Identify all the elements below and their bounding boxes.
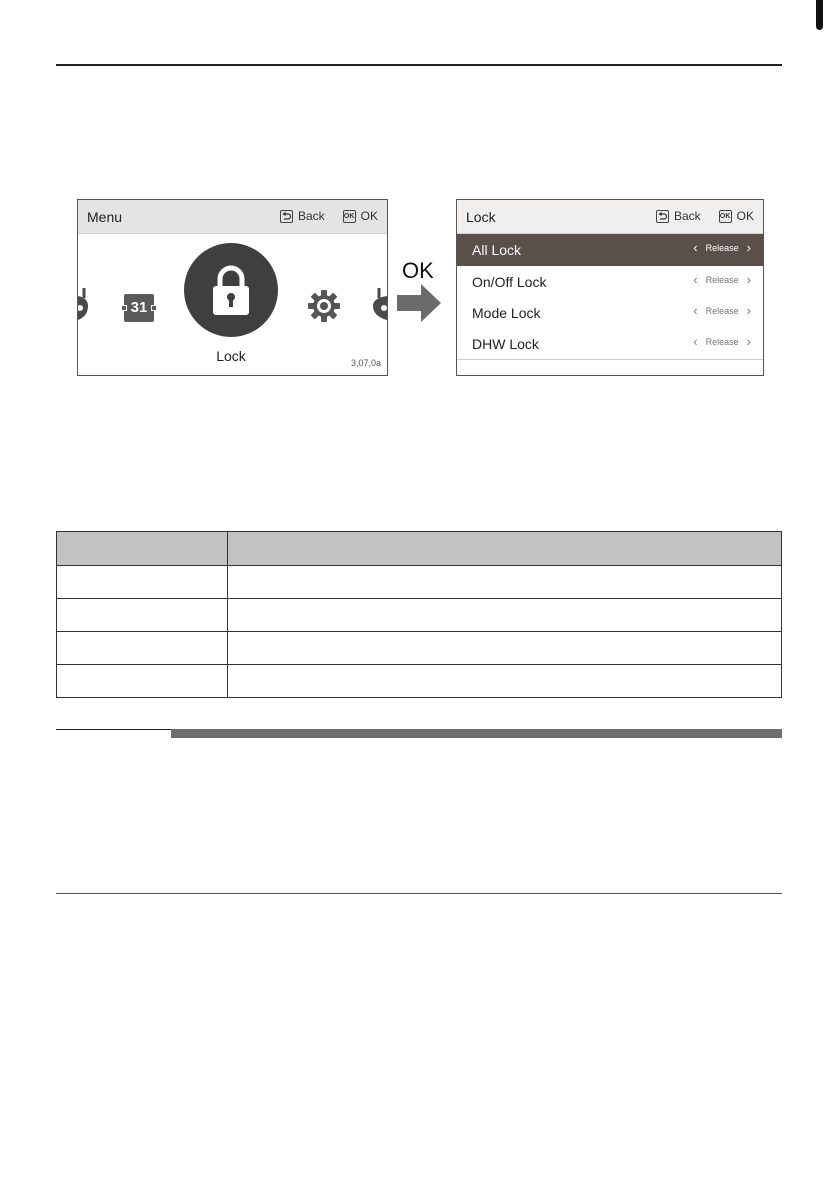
lock-option-label: Mode Lock <box>472 305 541 321</box>
chevron-right-icon[interactable]: › <box>746 303 751 318</box>
lock-title: Lock <box>466 209 496 225</box>
chevron-left-icon[interactable]: ‹ <box>693 303 698 318</box>
note-bottom-rule <box>56 893 782 894</box>
back-label[interactable]: Back <box>297 209 325 223</box>
table-cell <box>228 566 782 599</box>
lock-option-all-lock[interactable] <box>457 234 763 266</box>
lock-option-label: All Lock <box>472 242 522 258</box>
note-rule-left <box>56 729 171 730</box>
back-label[interactable]: Back <box>673 209 701 223</box>
top-rule <box>56 64 782 66</box>
lock-option-mode-lock[interactable] <box>457 297 763 329</box>
chevron-right-icon[interactable]: › <box>746 272 751 287</box>
lock-screen <box>456 199 764 376</box>
version-text: 3,07,0a <box>350 358 381 368</box>
table-row <box>57 566 782 599</box>
lock-option-value: Release <box>705 337 739 347</box>
table-header-cell <box>228 532 782 566</box>
table-header-cell <box>57 532 228 566</box>
chevron-left-icon[interactable]: ‹ <box>693 334 698 349</box>
table-cell <box>228 632 782 665</box>
right-arrow-icon <box>397 284 442 322</box>
lock-header <box>457 200 763 234</box>
menu-header <box>78 200 387 234</box>
back-icon[interactable] <box>280 210 293 223</box>
lock-option-label: DHW Lock <box>472 336 539 352</box>
ok-transition-label: OK <box>402 258 434 283</box>
chevron-right-icon[interactable]: › <box>746 240 751 255</box>
menu-title: Menu <box>87 209 123 225</box>
ok-label[interactable]: OK <box>736 209 754 223</box>
chevron-left-icon[interactable]: ‹ <box>693 272 698 287</box>
lock-option-value: Release <box>705 306 739 316</box>
table-cell <box>228 665 782 698</box>
page-edge-marker <box>816 0 823 30</box>
table-cell <box>57 665 228 698</box>
table-row <box>57 599 782 632</box>
table-cell <box>57 599 228 632</box>
table-row <box>57 632 782 665</box>
lock-option-on-off-lock[interactable] <box>457 266 763 298</box>
table-cell <box>57 632 228 665</box>
ok-icon[interactable]: OK <box>343 210 356 223</box>
chevron-right-icon[interactable]: › <box>746 334 751 349</box>
lock-menu-item[interactable] <box>184 243 278 337</box>
lock-icon <box>184 243 278 337</box>
table-cell <box>228 599 782 632</box>
chevron-left-icon[interactable]: ‹ <box>693 240 698 255</box>
partial-left-icon[interactable] <box>78 288 92 324</box>
menu-screen <box>77 199 388 376</box>
table-cell <box>57 566 228 599</box>
lock-option-value: Release <box>705 275 739 285</box>
back-icon[interactable] <box>656 210 669 223</box>
selected-item-label: Lock <box>216 348 246 364</box>
calendar-icon[interactable]: 31 <box>124 294 154 322</box>
lock-option-label: On/Off Lock <box>472 274 547 290</box>
ok-label[interactable]: OK <box>360 209 378 223</box>
lock-option-value: Release <box>705 243 739 253</box>
table-row <box>57 665 782 698</box>
table-header-row <box>57 532 782 566</box>
settings-table <box>56 531 782 698</box>
gear-icon[interactable] <box>307 289 341 323</box>
note-bar <box>171 729 782 738</box>
partial-right-icon[interactable] <box>370 288 387 324</box>
lock-option-dhw-lock[interactable] <box>457 328 763 360</box>
ok-icon[interactable]: OK <box>719 210 732 223</box>
